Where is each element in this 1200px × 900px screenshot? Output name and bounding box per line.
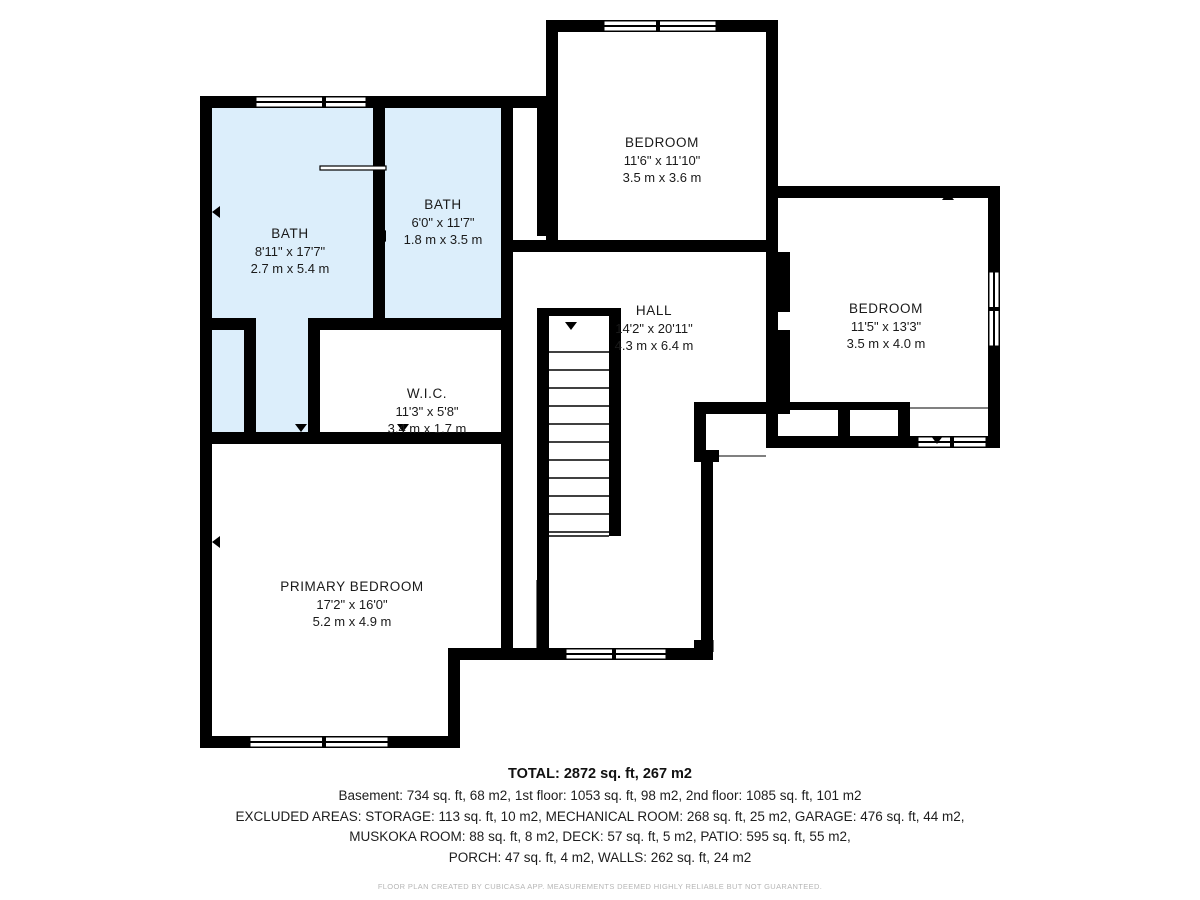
wall-hall-west-lower <box>537 308 549 652</box>
wall-bath-west-lower <box>200 330 212 444</box>
room-name: HALL <box>635 303 673 318</box>
wall-hall-southeast-jog <box>694 402 778 414</box>
excluded-areas-line-2: MUSKOKA ROOM: 88 sq. ft, 8 m2, DECK: 57 sq. ft, 5 m2, PATIO: 595 sq. ft, 55 m2, <box>349 829 851 845</box>
room-dimensions-metric: 5.2 m x 4.9 m <box>312 613 392 629</box>
wall-wic-west <box>308 318 320 444</box>
window-mullion-3 <box>250 741 388 743</box>
wall-bath-small-east <box>501 96 513 318</box>
wall-hall-east-bottom <box>701 450 713 652</box>
wall-primary-west <box>200 432 212 748</box>
room-dimensions-metric: 3.5 m x 3.6 m <box>622 169 702 185</box>
room-dimensions-metric: 2.7 m x 5.4 m <box>250 260 330 276</box>
wall-wic-north <box>308 318 513 330</box>
area-summary <box>0 766 1200 891</box>
wall-primary-east-lower <box>448 648 460 748</box>
room-name: BEDROOM <box>625 135 699 150</box>
wall-bedroom-right-north <box>778 186 1000 198</box>
room-fills <box>212 20 1000 748</box>
wall-primary-east-upper <box>501 444 513 648</box>
window-divider-6 <box>950 437 954 447</box>
room-dimensions-imperial: 8'11" x 17'7" <box>254 243 326 259</box>
room-dimensions-metric: 3.4 m x 1.7 m <box>387 420 467 436</box>
wall-hall-east <box>766 252 778 404</box>
room-dimensions-imperial: 11'6" x 11'10" <box>623 152 701 168</box>
room-dimensions-metric: 4.3 m x 6.4 m <box>614 337 694 353</box>
wall-bedroom-top-east-upper <box>766 20 778 186</box>
window-divider-3 <box>322 737 326 747</box>
room-dimensions-metric: 1.8 m x 3.5 m <box>403 231 483 247</box>
room-dimensions-imperial: 6'0" x 11'7" <box>411 214 475 230</box>
window-divider-4 <box>612 649 616 659</box>
wall-wic-east <box>501 318 513 444</box>
room-name: W.I.C. <box>406 386 448 401</box>
wall-bath-closet-east <box>244 318 256 444</box>
room-fill-bedroom-top <box>546 20 778 252</box>
wall-bath-west-upper <box>200 96 212 332</box>
room-name: BATH <box>424 197 462 212</box>
wall-bath-divider <box>373 96 385 318</box>
wall-bedroom-right-west-lower <box>778 330 790 404</box>
window-divider-5 <box>989 307 999 311</box>
room-dimensions-imperial: 17'2" x 16'0" <box>316 596 388 612</box>
room-name: BATH <box>271 226 309 241</box>
wall-closet-north <box>766 402 910 410</box>
wall-bedroom-top-south <box>513 240 778 252</box>
room-fill-bath-small <box>385 96 513 318</box>
window-divider-1 <box>656 21 660 31</box>
floor-areas-line: Basement: 734 sq. ft, 68 m2, 1st floor: 1053 sq. ft, 98 m2, 2nd floor: 1085 sq. ft, 101 m2 <box>338 788 862 803</box>
wall-stair-east <box>609 308 621 536</box>
total-area-text: TOTAL: 2872 sq. ft, 267 m2 <box>508 766 692 782</box>
room-name: PRIMARY BEDROOM <box>280 579 424 594</box>
room-dimensions-imperial: 14'2" x 20'11" <box>615 320 693 336</box>
room-dimensions-metric: 3.5 m x 4.0 m <box>846 335 926 351</box>
wall-wic-south-right <box>396 432 513 444</box>
room-name: BEDROOM <box>849 301 923 316</box>
room-dimensions-imperial: 11'5" x 13'3" <box>850 318 922 334</box>
room-fill-primary-bedroom <box>212 438 513 748</box>
wall-bath-small-south-stub <box>501 240 549 252</box>
wall-bedroom-right-west-upper <box>778 252 790 312</box>
fixture-shower-screen <box>320 166 386 170</box>
window-divider-2 <box>322 97 326 107</box>
excluded-areas-line-1: EXCLUDED AREAS: STORAGE: 113 sq. ft, 10 m2, MECHANICAL ROOM: 268 sq. ft, 25 m2, GARAGE: 476 sq. ft, 44 m2, <box>235 808 965 824</box>
window-mullion-2 <box>256 101 366 103</box>
room-fill-wic <box>320 318 513 438</box>
wall-hall-west-upper <box>537 96 549 236</box>
excluded-areas-line-3: PORCH: 47 sq. ft, 4 m2, WALLS: 262 sq. ft, 24 m2 <box>448 849 752 865</box>
wall-stair-top <box>537 308 621 316</box>
disclaimer-text: FLOOR PLAN CREATED BY CUBICASA APP. MEASUREMENTS DEEMED HIGHLY RELIABLE BUT NOT GUARANTEED. <box>377 882 823 892</box>
room-dimensions-imperial: 11'3" x 5'8" <box>395 403 459 419</box>
